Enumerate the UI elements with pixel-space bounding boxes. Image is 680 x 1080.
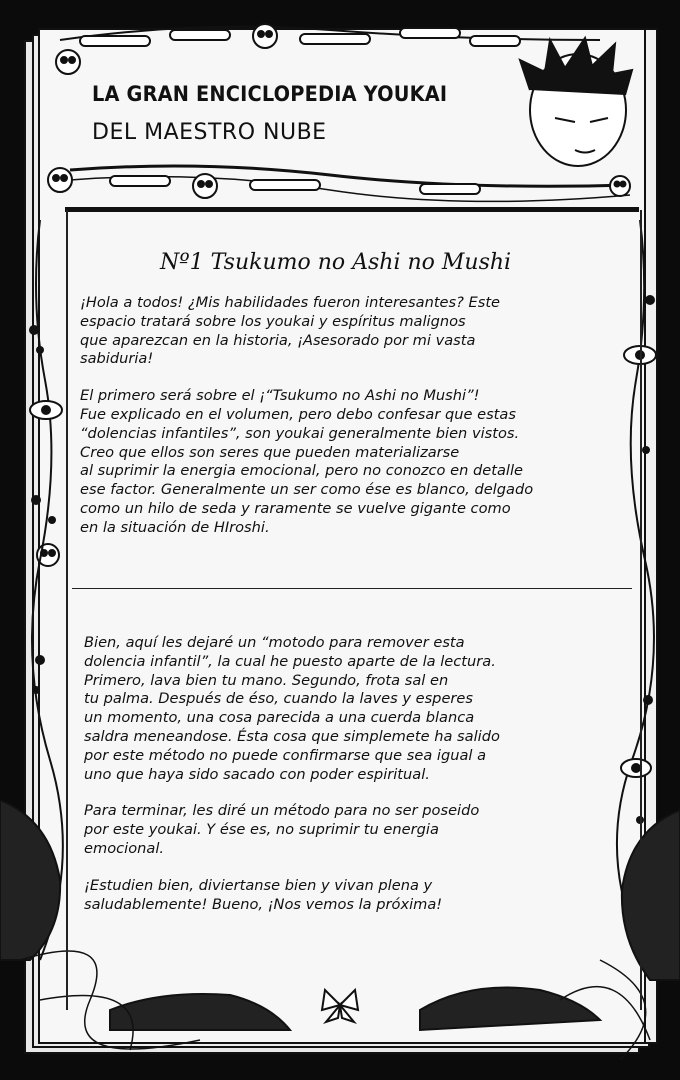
article-section-intro — [80, 294, 625, 556]
article-section-method — [84, 634, 624, 932]
section-divider — [72, 588, 632, 589]
header — [92, 82, 512, 154]
page-subtitle: DEL MAESTRO NUBE — [92, 120, 327, 145]
paragraph: El primero será sobre el ¡“Tsukumo no Ashi no Mushi”! Fue explicado en el volumen, pero debo confesar que estas “dolencias infantiles”, son youkai generalmente bien vistos. Creo que ellos son seres que pueden materializarse al suprimir la energia emocional, pero no conozco en detalle ese factor. Generalmente un ser como ése es blanco, delgado como un hilo de seda y raramente se vuelve gigante como en la situación de HIroshi. — [80, 387, 534, 536]
paragraph: Para terminar, les diré un método para no ser poseido por este youkai. Y ése es, no suprimir tu energia emocional. — [84, 802, 480, 857]
paragraph: Bien, aquí les dejaré un “motodo para remover esta dolencia infantil”, la cual he puesto aparte de la lectura. Primero, lava bien tu mano. Segundo, frota sal en tu palma. Después de éso, cuando la laves y esperes un momento, una cosa parecida a una cuerda blanca saldra meneandose. Ésta cosa que simplemete ha salido por este método no puede confirmarse que sea igual a uno que haya sido sacado con poder espiritual. — [84, 634, 500, 783]
character-portrait-icon — [520, 38, 632, 166]
page-title: LA GRAN ENCICLOPEDIA YOUKAI — [92, 82, 448, 106]
article-title: Nº1 Tsukumo no Ashi no Mushi — [160, 250, 512, 275]
paragraph: ¡Hola a todos! ¿Mis habilidades fueron interesantes? Este espacio tratará sobre los youkai y espíritus malignos que aparezcan en la historia, ¡Asesorado por mi vasta sabiduria! — [80, 294, 501, 368]
paragraph: ¡Estudien bien, diviertanse bien y vivan plena y saludablemente! Bueno, ¡Nos vemos la próxima! — [84, 876, 443, 913]
